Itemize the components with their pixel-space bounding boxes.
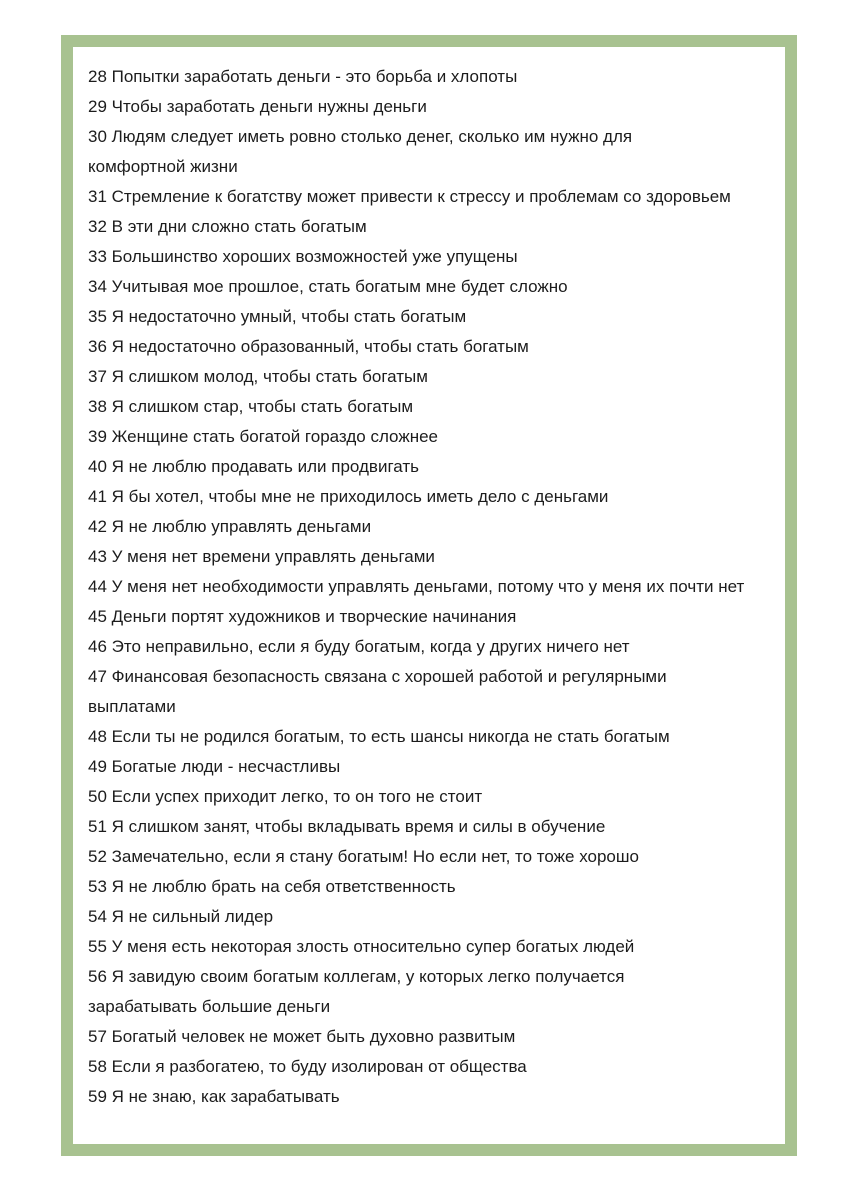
list-item: 39 Женщине стать богатой гораздо сложнее <box>88 427 438 446</box>
list-item: 52 Замечательно, если я стану богатым! Но если нет, то тоже хорошо <box>88 847 639 866</box>
list-item: 36 Я недостаточно образованный, чтобы стать богатым <box>88 337 529 356</box>
list-item: 46 Это неправильно, если я буду богатым, когда у других ничего нет <box>88 637 630 656</box>
list-item: 44 У меня нет необходимости управлять деньгами, потому что у меня их почти нет <box>88 577 745 596</box>
list-item: 50 Если успех приходит легко, то он того не стоит <box>88 787 483 806</box>
list-item: 32 В эти дни сложно стать богатым <box>88 217 367 236</box>
list-item: 59 Я не знаю, как зарабатывать <box>88 1087 340 1106</box>
list-item: 30 Людям следует иметь ровно столько денег, сколько им нужно для комфортной жизни <box>88 127 633 176</box>
list-item: 56 Я завидую своим богатым коллегам, у которых легко получается зарабатывать большие деньги <box>88 967 625 1016</box>
list-item: 53 Я не люблю брать на себя ответственность <box>88 877 456 896</box>
list-item: 33 Большинство хороших возможностей уже упущены <box>88 247 518 266</box>
list-item: 31 Стремление к богатству может привести к стрессу и проблемам со здоровьем <box>88 187 731 206</box>
list-item: 34 Учитывая мое прошлое, стать богатым мне будет сложно <box>88 277 568 296</box>
list-item: 35 Я недостаточно умный, чтобы стать богатым <box>88 307 467 326</box>
list-item: 49 Богатые люди - несчастливы <box>88 757 341 776</box>
list-item: 28 Попытки заработать деньги - это борьба и хлопоты <box>88 67 518 86</box>
list-item: 51 Я слишком занят, чтобы вкладывать время и силы в обучение <box>88 817 606 836</box>
list-item: 43 У меня нет времени управлять деньгами <box>88 547 435 566</box>
list-item: 42 Я не люблю управлять деньгами <box>88 517 372 536</box>
list-item: 38 Я слишком стар, чтобы стать богатым <box>88 397 414 416</box>
list-item: 37 Я слишком молод, чтобы стать богатым <box>88 367 428 386</box>
list-item: 55 У меня есть некоторая злость относительно супер богатых людей <box>88 937 635 956</box>
list-item: 40 Я не люблю продавать или продвигать <box>88 457 420 476</box>
list-item: 58 Если я разбогатею, то буду изолирован от общества <box>88 1057 527 1076</box>
list-item: 47 Финансовая безопасность связана с хорошей работой и регулярными выплатами <box>88 667 667 716</box>
list-item: 29 Чтобы заработать деньги нужны деньги <box>88 97 427 116</box>
statements-list <box>88 62 778 1112</box>
list-item: 45 Деньги портят художников и творческие начинания <box>88 607 517 626</box>
list-item: 48 Если ты не родился богатым, то есть шансы никогда не стать богатым <box>88 727 670 746</box>
list-item: 54 Я не сильный лидер <box>88 907 274 926</box>
list-item: 41 Я бы хотел, чтобы мне не приходилось иметь дело с деньгами <box>88 487 609 506</box>
list-item: 57 Богатый человек не может быть духовно развитым <box>88 1027 516 1046</box>
